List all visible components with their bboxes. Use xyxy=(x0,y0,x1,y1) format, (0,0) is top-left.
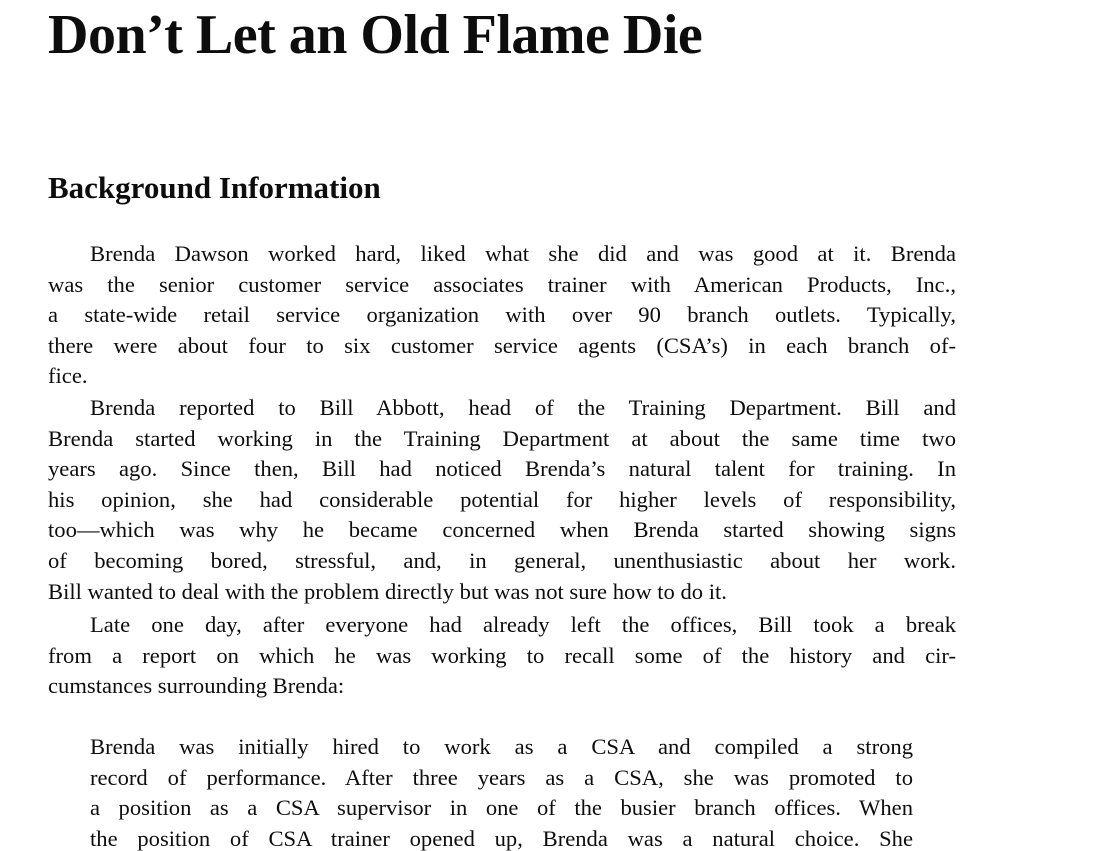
paragraph-line: from a report on which he was working to recall some of the history and cir- xyxy=(48,642,956,668)
paragraph-line: years ago. Since then, Bill had noticed Brenda’s natural talent for training. In xyxy=(48,456,956,482)
paragraph-line: a state-wide retail service organization with over 90 branch outlets. Typically, xyxy=(48,302,956,328)
quote-line: a position as a CSA supervisor in one of the busier branch offices. When xyxy=(90,795,913,821)
paragraph-line: there were about four to six customer service agents (CSA’s) in each branch of- xyxy=(48,332,956,358)
paragraph-line: his opinion, she had considerable potential for higher levels of responsibility, xyxy=(48,486,956,512)
paragraph-line: Brenda started working in the Training Department at about the same time two xyxy=(48,425,956,451)
quote-line: Brenda was initially hired to work as a CSA and compiled a strong xyxy=(90,734,913,759)
quote-line: record of performance. After three years as a CSA, she was promoted to xyxy=(90,764,913,790)
paragraph-line: Brenda Dawson worked hard, liked what she did and was good at it. Brenda xyxy=(90,241,956,266)
body-paragraph-1 xyxy=(48,239,956,392)
paragraph-line: Bill wanted to deal with the problem directly but was not sure how to do it. xyxy=(48,578,727,604)
body-paragraph-3 xyxy=(48,610,956,702)
paragraph-line: fice. xyxy=(48,363,88,389)
paragraph-line: cumstances surrounding Brenda: xyxy=(48,673,345,699)
paragraph-line: was the senior customer service associates trainer with American Products, Inc., xyxy=(48,271,956,297)
block-quote xyxy=(90,732,913,851)
paragraph-line: Brenda reported to Bill Abbott, head of the Training Department. Bill and xyxy=(90,395,956,420)
document-title: Don’t Let an Old Flame Die xyxy=(48,4,703,66)
body-paragraph-2 xyxy=(48,393,956,607)
section-heading: Background Information xyxy=(48,170,381,205)
paragraph-line: too—which was why he became concerned when Brenda started showing signs xyxy=(48,517,956,543)
paragraph-line: Late one day, after everyone had already left the offices, Bill took a break xyxy=(90,612,956,637)
quote-line: the position of CSA trainer opened up, Brenda was a natural choice. She xyxy=(90,825,913,851)
paragraph-line: of becoming bored, stressful, and, in general, unenthusiastic about her work. xyxy=(48,547,956,573)
